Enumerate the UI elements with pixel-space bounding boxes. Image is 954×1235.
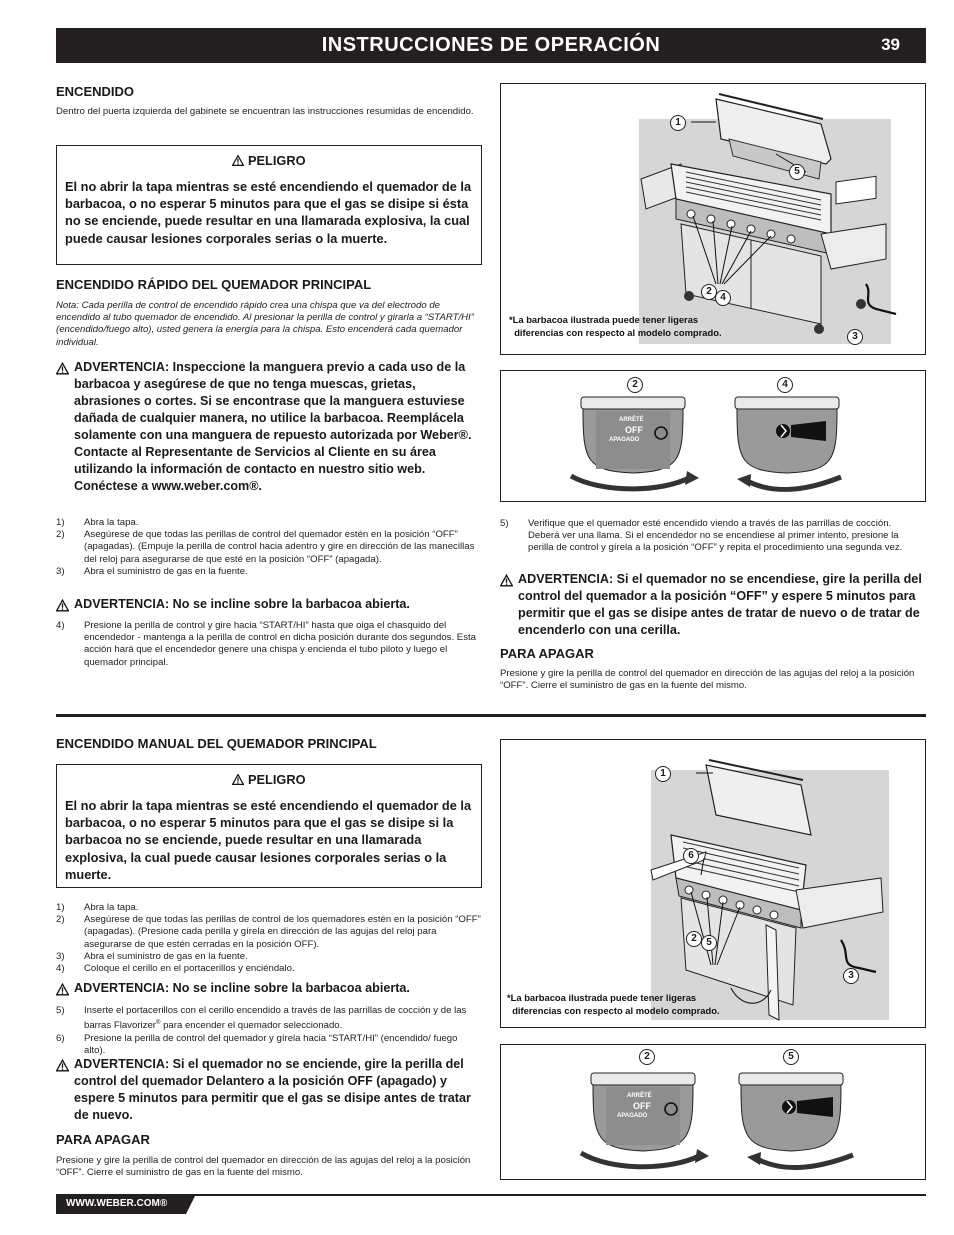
danger-box-2	[56, 764, 482, 888]
warning-triangle-icon	[232, 155, 244, 166]
danger-title: PELIGRO	[247, 153, 306, 168]
grill-figure-1	[500, 83, 926, 355]
section-divider	[56, 714, 926, 717]
warning-front-burner-text: ADVERTENCIA: Si el quemador no se enciende, gire la perilla del control del quemador Delantero a la posición OFF (apagado) y espere 5 minutos para permitir que el gas se disipe antes de tratar de nuevo.	[74, 1057, 471, 1122]
warning-triangle-icon	[56, 1059, 69, 1072]
knob-figure-2	[500, 1044, 926, 1180]
callout-4: 4	[777, 377, 793, 393]
list-item: 5) Verifique que el quemador esté encendido viendo a través de las parrillas de cocción. Deberá ver una llama. Si el encendedor no se encendiese al primer intento, presione la perilla de control y gírela a la posición “OFF” y repita el procedimiento una segunda vez.	[500, 518, 903, 554]
callout-4: 4	[715, 290, 731, 306]
figure-caption-1: *La barbacoa ilustrada puede tener ligeras diferencias con respecto al modelo comprado.	[509, 314, 722, 338]
list-item: 2) Asegúrese de que todas las perillas de control de los quemadores estén en la posición “OFF” (apagadas). (Presione cada perilla y gírela en dirección de las agujas del reloj para asegurarse de que estén cerradas en la posición OFF).	[56, 914, 481, 950]
warning-triangle-icon	[56, 599, 69, 612]
warning-triangle-icon	[232, 774, 244, 785]
turn-off-text-2: Presione y gire la perilla de control del quemador en dirección de las agujas del reloj a la posición “OFF”. Cierre el suministro de gas en la fuente del mismo.	[56, 1155, 471, 1179]
knob-illustration	[501, 1045, 925, 1179]
knob-label-off: OFF	[625, 425, 643, 435]
step-5-verify	[500, 518, 925, 555]
callout-3: 3	[843, 968, 859, 984]
warning-hose	[56, 359, 481, 495]
knob-illustration	[501, 371, 925, 501]
footer-website: WWW.WEBER.COM®	[66, 1198, 168, 1209]
callout-2: 2	[686, 931, 702, 947]
quick-ignition-note: Nota: Cada perilla de control de encendido rápido crea una chispa que va del electrodo de encendido al tubo quemador de encendido. Al presionar la perilla de control y girarla a “START/HI” (encendido/fuego alto), usted genera la energía para la chispa. Esto encenderá cada quemador individual.	[56, 300, 474, 348]
warning-lean-text: ADVERTENCIA: No se incline sobre la barbacoa abierta.	[74, 981, 410, 995]
callout-1: 1	[655, 766, 671, 782]
section-heading-encendido: ENCENDIDO	[56, 84, 135, 99]
danger-header	[57, 153, 481, 168]
page-number: 39	[881, 35, 900, 54]
manual-steps-a	[56, 902, 481, 975]
manual-steps-b	[56, 1005, 481, 1057]
warning-lean-2	[56, 980, 481, 997]
turn-off-text-1: Presione y gire la perilla de control del quemador en dirección de las agujas del reloj a la posición “OFF”. Cierre el suministro de gas en la fuente del mismo.	[500, 668, 915, 692]
list-item: 4) Coloque el cerillo en el portacerillos y enciéndalo.	[56, 963, 295, 975]
intro-text: Dentro del puerta izquierda del gabinete se encuentran las instrucciones resumidas de encendido.	[56, 106, 474, 117]
list-item: 1) Abra la tapa.	[56, 517, 139, 528]
callout-3: 3	[847, 329, 863, 345]
warning-no-ignite	[500, 571, 925, 639]
list-item: 1) Abra la tapa.	[56, 902, 139, 913]
grill-figure-2	[500, 739, 926, 1028]
list-item: 6) Presione la perilla de control del quemador y gírela hacia “START/HI” (encendido/ fuego alto).	[56, 1032, 458, 1056]
steps-list-a	[56, 517, 481, 578]
danger-text: El no abrir la tapa mientras se esté encendiendo el quemador de la barbacoa, o no esperar 5 minutos para que el gas se disipe si la barbacoa no se enciende, puede resultar en una llamarada explosiva, la cual puede causar lesiones corporales serias o la muerte.	[65, 798, 472, 882]
page-title: INSTRUCCIONES DE OPERACIÓN	[321, 34, 661, 56]
warning-triangle-icon	[56, 362, 69, 375]
warning-hose-text: ADVERTENCIA: Inspeccione la manguera previo a cada uso de la barbacoa y asegúrese de que no tenga muescas, grietas, abrasiones o cortes. Si se encontrase que la manguera estuviese dañada de cualquier manera, no utilice la barbacoa. Reemplácela solamente con una manguera de repuesto autorizada por Weber®. Contacte al Representante de Servicios al Cliente en su área utilizando la información de contacto en nuestro sitio web.	[74, 360, 472, 476]
callout-5: 5	[701, 935, 717, 951]
knob-label-arrete: ARRÊTÉ	[619, 417, 644, 423]
callout-1: 1	[670, 115, 686, 131]
footer-tab	[56, 1194, 196, 1214]
warning-triangle-icon	[56, 983, 69, 996]
danger-title: PELIGRO	[247, 772, 306, 787]
quick-ignition-heading: ENCENDIDO RÁPIDO DEL QUEMADOR PRINCIPAL	[56, 277, 372, 292]
callout-5: 5	[789, 164, 805, 180]
knob-label-arrete: ARRÊTÉ	[627, 1093, 652, 1099]
knob-figure-1	[500, 370, 926, 502]
turn-off-heading-1: PARA APAGAR	[500, 646, 594, 661]
warning-triangle-icon	[500, 574, 513, 587]
callout-2: 2	[639, 1049, 655, 1065]
warning-lean-text: ADVERTENCIA: No se incline sobre la barbacoa abierta.	[74, 597, 410, 611]
turn-off-heading-2: PARA APAGAR	[56, 1132, 150, 1147]
danger-header	[57, 772, 481, 787]
figure-caption-2: *La barbacoa ilustrada puede tener ligeras diferencias con respecto al modelo comprado.	[507, 992, 720, 1016]
list-item: 2) Asegúrese de que todas las perillas de control del quemador estén en la posición “OFF” (apagadas). (Empuje la perilla de control hacia adentro y gire en dirección de las manecillas del reloj para asegurarse de que esté en la posición “OFF” (apagada).	[56, 529, 475, 565]
danger-box-1	[56, 145, 482, 265]
grill-illustration	[501, 740, 925, 1027]
callout-2: 2	[627, 377, 643, 393]
callout-6: 6	[683, 848, 699, 864]
steps-list-b	[56, 620, 481, 669]
list-item: 3) Abra el suministro de gas en la fuente.	[56, 950, 248, 962]
list-item: 5) Inserte el portacerillos con el cerillo encendido a través de las parrillas de cocción y de las barras Flavorizer® para encender el quemador seleccionado.	[56, 1005, 467, 1032]
callout-5: 5	[783, 1049, 799, 1065]
warning-web-text: Conéctese a www.weber.com®.	[74, 479, 262, 493]
manual-ignition-heading: ENCENDIDO MANUAL DEL QUEMADOR PRINCIPAL	[56, 736, 377, 751]
knob-label-apagado: APAGADO	[617, 1113, 648, 1119]
header-bar	[56, 28, 926, 63]
list-item: 3) Abra el suministro de gas en la fuente.	[56, 565, 248, 577]
callout-2: 2	[701, 284, 717, 300]
knob-label-off: OFF	[633, 1101, 651, 1111]
warning-lean-1	[56, 596, 481, 613]
warning-front-burner	[56, 1056, 481, 1124]
list-item: 4) Presione la perilla de control y gire hacia “START/HI” hasta que oiga el chasquido del encendedor - mantenga a la perilla de control en dicha posición durante dos segundos. Esta acción hará que el encendedor genere una chispa y encienda el tubo piloto y luego el quemador principal.	[56, 620, 477, 668]
warning-no-ignite-text: ADVERTENCIA: Si el quemador no se encendiese, gire la perilla del control del quemador a la posición “OFF” y espere 5 minutos para permitir que el gas se disipe antes de tratar de nuevo o de tratar de encenderlo con una cerilla.	[518, 572, 922, 637]
knob-label-apagado: APAGADO	[609, 437, 640, 443]
danger-text: El no abrir la tapa mientras se esté encendiendo el quemador de la barbacoa, o no esperar 5 minutos para que el gas se disipe si ésta no se enciende, puede resultar en una llamarada explosiva, la cual puede causar lesiones corporales serias o la muerte.	[65, 179, 472, 246]
